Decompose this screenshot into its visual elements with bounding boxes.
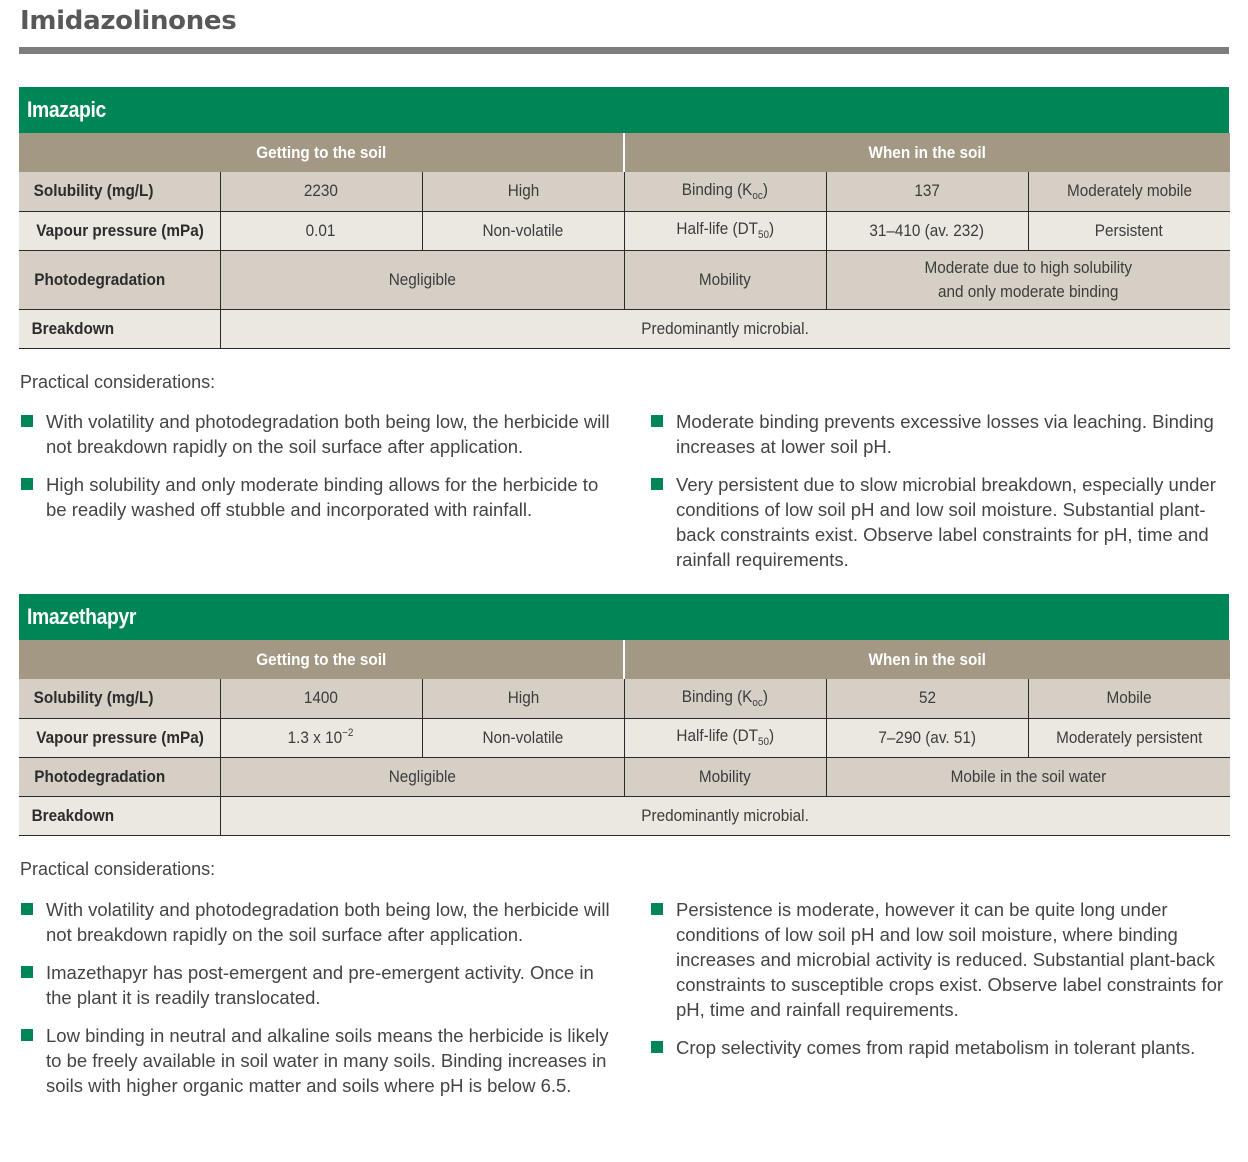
list-item: Very persistent due to slow microbial breakdown, especially under conditions of low soil pH and low soil moisture. Substantial plant-back constraints exist. Observe label constraints for pH, time and rainfall requirements. xyxy=(650,472,1230,572)
section-header-row xyxy=(19,640,1230,679)
bullet-square-icon xyxy=(651,478,663,490)
binding-label: Binding $(K_{oc})$ xyxy=(624,679,826,718)
solubility-rating: High xyxy=(422,172,624,211)
photodegradation-value: Negligible xyxy=(220,250,624,309)
table-row-solubility xyxy=(19,172,1230,211)
bullet-square-icon xyxy=(21,478,33,490)
row-label: Photodegradation xyxy=(19,250,220,309)
section-when-in-soil: When in the soil xyxy=(624,133,1230,172)
vapour-rating: Non-volatile xyxy=(422,718,624,757)
herbicide-block-imazapic xyxy=(19,87,1229,349)
list-item: Moderate binding prevents excessive losses via leaching. Binding increases at lower soil pH. xyxy=(650,409,1230,459)
section-getting-to-soil: Getting to the soil xyxy=(19,133,624,172)
section-header-row xyxy=(19,133,1230,172)
half-life-value: 7–290 (av. 51) xyxy=(826,718,1028,757)
photodegradation-value: Negligible xyxy=(220,757,624,796)
row-label: Breakdown xyxy=(19,309,220,348)
table-row-breakdown xyxy=(19,309,1230,348)
properties-table xyxy=(19,640,1230,836)
half-life-rating: Moderately persistent xyxy=(1028,718,1230,757)
binding-rating: Mobile xyxy=(1028,679,1230,718)
mobility-label: Mobility xyxy=(624,250,826,309)
list-item: Imazethapyr has post-emergent and pre-emergent activity. Once in the plant it is readily translocated. xyxy=(20,960,610,1010)
row-label: Solubility (mg/L) xyxy=(19,172,220,211)
row-label: Breakdown xyxy=(19,796,220,835)
mobility-value: Mobile in the soil water xyxy=(826,757,1230,796)
herbicide-header xyxy=(19,87,1229,133)
properties-table xyxy=(19,133,1230,349)
breakdown-value: Predominantly microbial. xyxy=(220,796,1230,835)
row-label: Solubility (mg/L) xyxy=(19,679,220,718)
breakdown-value: Predominantly microbial. xyxy=(220,309,1230,348)
binding-label: Binding $(K_{oc})$ xyxy=(624,172,826,211)
half-life-label: Half-life $(DT_{50})$ xyxy=(624,718,826,757)
practical-considerations-label: Practical considerations: xyxy=(20,859,216,879)
bullet-square-icon xyxy=(651,415,663,427)
bullet-square-icon xyxy=(21,966,33,978)
considerations-list-left xyxy=(20,897,610,1111)
list-item: High solubility and only moderate binding allows for the herbicide to be readily washed off stubble and incorporated with rainfall. xyxy=(20,472,610,522)
binding-rating: Moderately mobile xyxy=(1028,172,1230,211)
mobility-value: Moderate due to high solubility and only moderate binding xyxy=(826,250,1230,309)
section-getting-to-soil: Getting to the soil xyxy=(19,640,624,679)
list-item: With volatility and photodegradation both being low, the herbicide will not breakdown rapidly on the soil surface after application. xyxy=(20,897,610,947)
table-row-vapour xyxy=(19,211,1230,250)
binding-value: 137 xyxy=(826,172,1028,211)
solubility-value: 2230 xyxy=(220,172,422,211)
bullet-square-icon xyxy=(651,903,663,915)
table-row-photodegradation xyxy=(19,757,1230,796)
vapour-rating: Non-volatile xyxy=(422,211,624,250)
table-row-vapour xyxy=(19,718,1230,757)
section-when-in-soil: When in the soil xyxy=(624,640,1230,679)
list-item: Low binding in neutral and alkaline soils means the herbicide is likely to be freely available in soil water in many soils. Binding increases in soils with higher organic matter and soils where pH is below 6.5. xyxy=(20,1023,610,1098)
considerations-list-left xyxy=(20,409,610,535)
considerations-list-right xyxy=(650,897,1240,1073)
table-row-solubility xyxy=(19,679,1230,718)
page-title: Imidazolinones xyxy=(20,6,237,36)
title-rule xyxy=(19,47,1229,54)
list-item: Persistence is moderate, however it can be quite long under conditions of low soil pH and low soil moisture, where binding increases and microbial activity is reduced. Substantial plant-back constraints to susceptible crops exist. Observe label constraints for pH, time and rainfall requirements. xyxy=(650,897,1240,1022)
list-item: With volatility and photodegradation both being low, the herbicide will not breakdown rapidly on the soil surface after application. xyxy=(20,409,610,459)
half-life-value: 31–410 (av. 232) xyxy=(826,211,1028,250)
binding-value: 52 xyxy=(826,679,1028,718)
bullet-square-icon xyxy=(651,1041,663,1053)
mobility-label: Mobility xyxy=(624,757,826,796)
list-item: Crop selectivity comes from rapid metabolism in tolerant plants. xyxy=(650,1035,1240,1060)
bullet-square-icon xyxy=(21,415,33,427)
bullet-square-icon xyxy=(21,903,33,915)
table-row-breakdown xyxy=(19,796,1230,835)
considerations-list-right xyxy=(650,409,1230,585)
bullet-square-icon xyxy=(21,1029,33,1041)
herbicide-block-imazethapyr xyxy=(19,594,1229,836)
vapour-value: 0.01 xyxy=(220,211,422,250)
table-row-photodegradation xyxy=(19,250,1230,309)
half-life-label: Half-life $(DT_{50})$ xyxy=(624,211,826,250)
row-label: Vapour pressure (mPa) xyxy=(19,718,220,757)
solubility-rating: High xyxy=(422,679,624,718)
herbicide-name: Imazapic xyxy=(27,97,106,122)
practical-considerations-label: Practical considerations: xyxy=(20,372,216,392)
herbicide-name: Imazethapyr xyxy=(27,604,137,629)
vapour-value: 1.3 x $10^{-2}$ xyxy=(220,718,422,757)
solubility-value: 1400 xyxy=(220,679,422,718)
half-life-rating: Persistent xyxy=(1028,211,1230,250)
row-label: Photodegradation xyxy=(19,757,220,796)
herbicide-header xyxy=(19,594,1229,640)
row-label: Vapour pressure (mPa) xyxy=(19,211,220,250)
